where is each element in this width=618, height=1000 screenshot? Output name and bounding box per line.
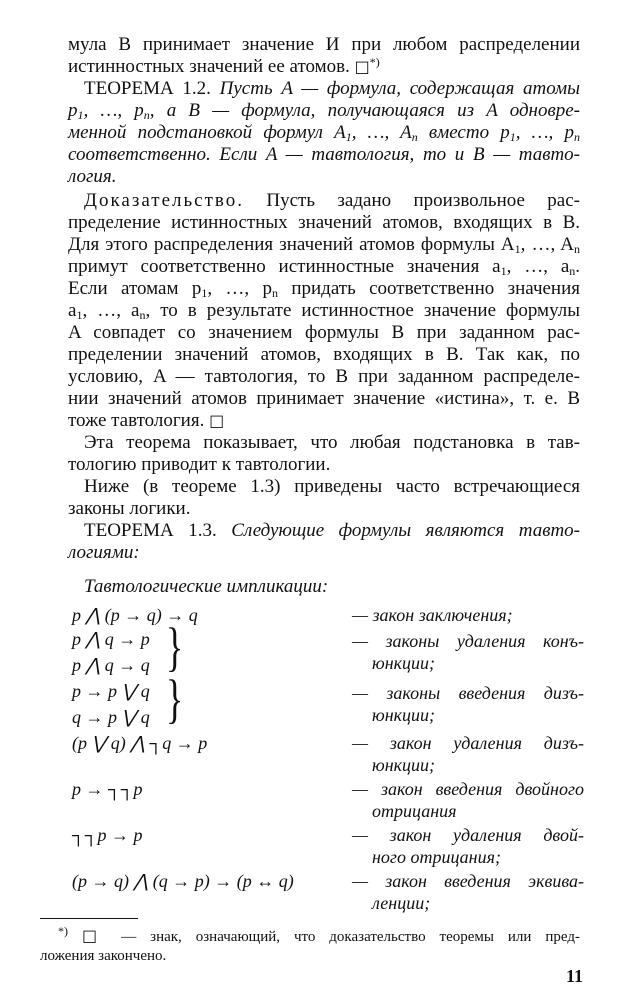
text-line: примут соответственно истинностные значения $a_1$, …, $a_n$. (68, 256, 581, 278)
page-number: 11 (566, 966, 584, 986)
law-name: — закон заключения; (352, 605, 513, 625)
text-line: соответственно. Если A — тавтология, то и B — тавто- (68, 144, 580, 165)
law-name: — закон удаления дизъ- (352, 733, 584, 753)
law-name: — законы введения дизъ- (352, 683, 584, 703)
text-line: логия. (68, 166, 117, 187)
law-name: — законы удаления конъ- (352, 631, 584, 651)
qed-box-icon: □ (81, 926, 108, 945)
formula: p ⋀ (p → q) → q (72, 605, 198, 625)
law-name: — закон удаления двой- (352, 825, 584, 845)
brace-icon: } (166, 669, 184, 729)
text-line: Если атомам $p_1$, …, $p_n$ придать соответственно значения (68, 278, 581, 300)
text-line: $p_1$, …, $p_n$, а B — формула, получающаяся из A одновре- (68, 100, 580, 122)
text-line: Для этого распределения значений атомов формулы $A_1$, …, $A_n$ (68, 234, 580, 256)
section-heading: Тавтологические импликации: (84, 576, 329, 597)
formula: (p → q) ⋀ (q → p) → (p ↔ q) (72, 871, 294, 891)
law-name: юнкции; (372, 705, 436, 725)
theorem-1-2-heading: ТЕОРЕМА 1.2. Пусть A — формула, содержащая атомы (84, 78, 580, 99)
text-line: пределение истинностных значений атомов, входящих в B. (68, 212, 580, 233)
text-line: $a_1$, …, $a_n$, то в результате истинностное значение формулы (68, 300, 580, 322)
formula: p → p ⋁ q (72, 681, 150, 701)
text-line: тологию приводит к тавтологии. (68, 454, 331, 475)
qed-box-icon: □ (354, 57, 370, 76)
law-name: отрицания (372, 801, 457, 821)
formula: p ⋀ q → q (72, 655, 150, 675)
law-name: — закон введения эквива- (352, 871, 584, 891)
text-line: мула B принимает значение И при любом распределении (68, 34, 580, 55)
text-line: Эта теорема показывает, что любая подстановка в тав- (84, 432, 580, 453)
formula: q → p ⋁ q (72, 707, 150, 727)
text-line: тоже тавтология. □ (68, 410, 225, 431)
footnote-line: ложения закончено. (40, 948, 167, 964)
brace-icon: } (166, 617, 184, 677)
text-line: менной подстановкой формул $A_1$, …, $A_n$ вместо $p_1$, …, $p_n$ (68, 122, 580, 144)
text-line: пределении значений атомов, входящих в B. Так как, по (68, 344, 580, 365)
text-line: условию, A — тавтология, то B при заданном распределе- (68, 366, 580, 387)
formula: p ⋀ q → p (72, 629, 150, 649)
law-name: ленции; (372, 893, 431, 913)
qed-box-icon: □ (209, 411, 225, 430)
formula: ┐┐p → p (72, 825, 143, 845)
footnote-rule (40, 918, 138, 919)
law-name: — закон введения двойного (352, 779, 584, 799)
text-line: законы логики. (68, 498, 191, 519)
footnote-line: *) □ — знак, означающий, что доказательство теоремы или пред- (58, 924, 580, 945)
law-name: ного отрицания; (372, 847, 501, 867)
text-line: логиями: (68, 542, 140, 563)
theorem-1-3-heading: ТЕОРЕМА 1.3. Следующие формулы являются тавто- (84, 520, 580, 541)
text-line: истинностных значений ее атомов. □*) (68, 55, 380, 77)
footnote-marker: *) (369, 55, 380, 69)
formula: (p ⋁ q) ⋀ ┐q → p (72, 733, 208, 753)
law-name: юнкции; (372, 755, 436, 775)
law-name: юнкции; (372, 653, 436, 673)
text-line: нии значений атомов принимает значение «истина», т. е. B (68, 388, 580, 409)
text-line: Ниже (в теореме 1.3) приведены часто встречающиеся (84, 476, 580, 497)
text-line: A совпадет со значением формулы B при заданном рас- (68, 322, 580, 343)
formula: p → ┐┐p (72, 779, 143, 799)
proof-heading: Доказательство. Пусть задано произвольное рас- (84, 190, 580, 211)
